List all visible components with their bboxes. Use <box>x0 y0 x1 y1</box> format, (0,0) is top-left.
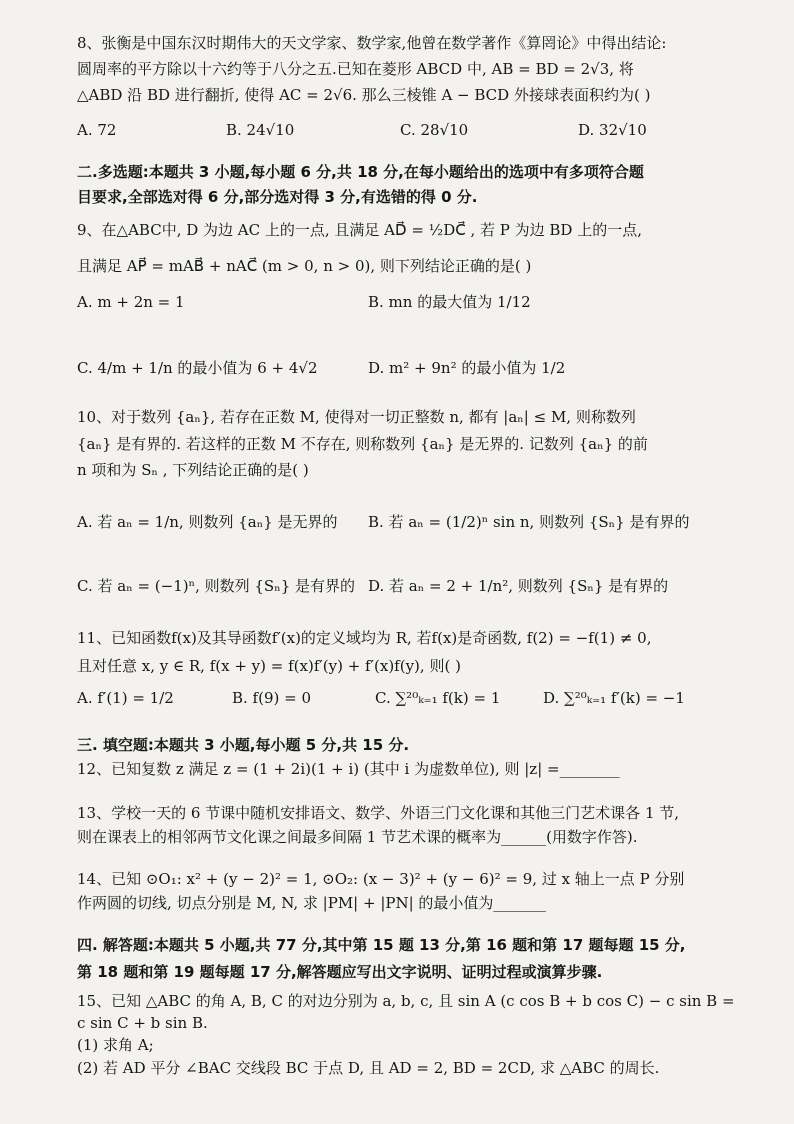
q15-line-4: (2) 若 AD 平分 ∠BAC 交线段 BC 于点 D, 且 AD = 2, BD = 2CD, 求 △ABC 的周长. <box>77 1059 660 1077</box>
q8-line-1: 8、张衡是中国东汉时期伟大的天文学家、数学家,他曾在数学著作《算罔论》中得出结论: <box>77 34 667 52</box>
q15-line-1: 15、已知 △ABC 的角 A, B, C 的对边分别为 a, b, c, 且 sin A (c cos B + b cos C) − c sin B = <box>77 992 735 1010</box>
q10-line-3: n 项和为 Sₙ , 下列结论正确的是( ) <box>77 461 309 479</box>
q10-option-a: A. 若 aₙ = 1/n, 则数列 {aₙ} 是无界的 <box>77 513 338 531</box>
q12-line-1: 12、已知复数 z 满足 z = (1 + 2i)(1 + i) (其中 i 为虚数单位), 则 |z| =________ <box>77 760 620 778</box>
q10-line-1: 10、对于数列 {aₙ}, 若存在正数 M, 使得对一切正整数 n, 都有 |aₙ| ≤ M, 则称数列 <box>77 408 636 426</box>
q13-line-2: 则在课表上的相邻两节文化课之间最多间隔 1 节艺术课的概率为______(用数字作答). <box>77 828 638 846</box>
q11-option-d: D. ∑²⁰ₖ₌₁ f′(k) = −1 <box>543 689 685 707</box>
section-3-header: 三. 填空题:本题共 3 小题,每小题 5 分,共 15 分. <box>77 736 410 754</box>
q13-line-1: 13、学校一天的 6 节课中随机安排语文、数学、外语三门文化课和其他三门艺术课各 1 节, <box>77 804 680 822</box>
q8-line-2: 圆周率的平方除以十六约等于八分之五.已知在菱形 ABCD 中, AB = BD = 2√3, 将 <box>77 60 634 78</box>
bleed-through-text <box>300 480 313 499</box>
q9-option-a: A. m + 2n = 1 <box>77 293 185 311</box>
q9-option-d: D. m² + 9n² 的最小值为 1/2 <box>368 359 566 377</box>
q11-option-b: B. f(9) = 0 <box>232 689 312 707</box>
q11-option-a: A. f′(1) = 1/2 <box>77 689 174 707</box>
q8-line-3: △ABD 沿 BD 进行翻折, 使得 AC = 2√6. 那么三棱锥 A − BCD 外接球表面积约为( ) <box>77 86 651 104</box>
q8-option-a: A. 72 <box>77 121 117 139</box>
q8-option-c: C. 28√10 <box>400 121 469 139</box>
section-2-header-line-2: 目要求,全部选对得 6 分,部分选对得 3 分,有选错的得 0 分. <box>77 188 478 206</box>
q15-line-3: (1) 求角 A; <box>77 1036 154 1054</box>
q8-option-b: B. 24√10 <box>226 121 295 139</box>
q11-line-2: 且对任意 x, y ∈ R, f(x + y) = f(x)f′(y) + f′(x)f(y), 则( ) <box>77 657 461 675</box>
q11-line-1: 11、已知函数f(x)及其导函数f′(x)的定义域均为 R, 若f(x)是奇函数, f(2) = −f(1) ≠ 0, <box>77 629 652 647</box>
q9-line-1: 9、在△ABC中, D 为边 AC 上的一点, 且满足 AD⃗ = ½DC⃗ , 若 P 为边 BD 上的一点, <box>77 221 642 239</box>
q8-option-d: D. 32√10 <box>578 121 647 139</box>
section-2-header-line-1: 二.多选题:本题共 3 小题,每小题 6 分,共 18 分,在每小题给出的选项中有多项符合题 <box>77 163 644 181</box>
section-4-header-line-2: 第 18 题和第 19 题每题 17 分,解答题应写出文字说明、证明过程或演算步骤. <box>77 963 603 981</box>
section-4-header-line-1: 四. 解答题:本题共 5 小题,共 77 分,其中第 15 题 13 分,第 16 题和第 17 题每题 15 分, <box>77 936 686 954</box>
q14-line-2: 作两圆的切线, 切点分别是 M, N, 求 |PM| + |PN| 的最小值为_______ <box>77 894 546 912</box>
q10-line-2: {aₙ} 是有界的. 若这样的正数 M 不存在, 则称数列 {aₙ} 是无界的. 记数列 {aₙ} 的前 <box>77 435 648 453</box>
q9-option-c: C. 4/m + 1/n 的最小值为 6 + 4√2 <box>77 359 318 377</box>
q10-option-d: D. 若 aₙ = 2 + 1/n², 则数列 {Sₙ} 是有界的 <box>368 577 669 595</box>
q11-option-c: C. ∑²⁰ₖ₌₁ f(k) = 1 <box>375 689 501 707</box>
q10-option-c: C. 若 aₙ = (−1)ⁿ, 则数列 {Sₙ} 是有界的 <box>77 577 356 595</box>
q9-line-2: 且满足 AP⃗ = mAB⃗ + nAC⃗ (m > 0, n > 0), 则下列结论正确的是( ) <box>77 257 532 275</box>
q15-line-2: c sin C + b sin B. <box>77 1014 208 1032</box>
q9-option-b: B. mn 的最大值为 1/12 <box>368 293 531 311</box>
q10-option-b: B. 若 aₙ = (1/2)ⁿ sin n, 则数列 {Sₙ} 是有界的 <box>368 513 690 531</box>
q14-line-1: 14、已知 ⊙O₁: x² + (y − 2)² = 1, ⊙O₂: (x − 3)² + (y − 6)² = 9, 过 x 轴上一点 P 分别 <box>77 870 685 888</box>
